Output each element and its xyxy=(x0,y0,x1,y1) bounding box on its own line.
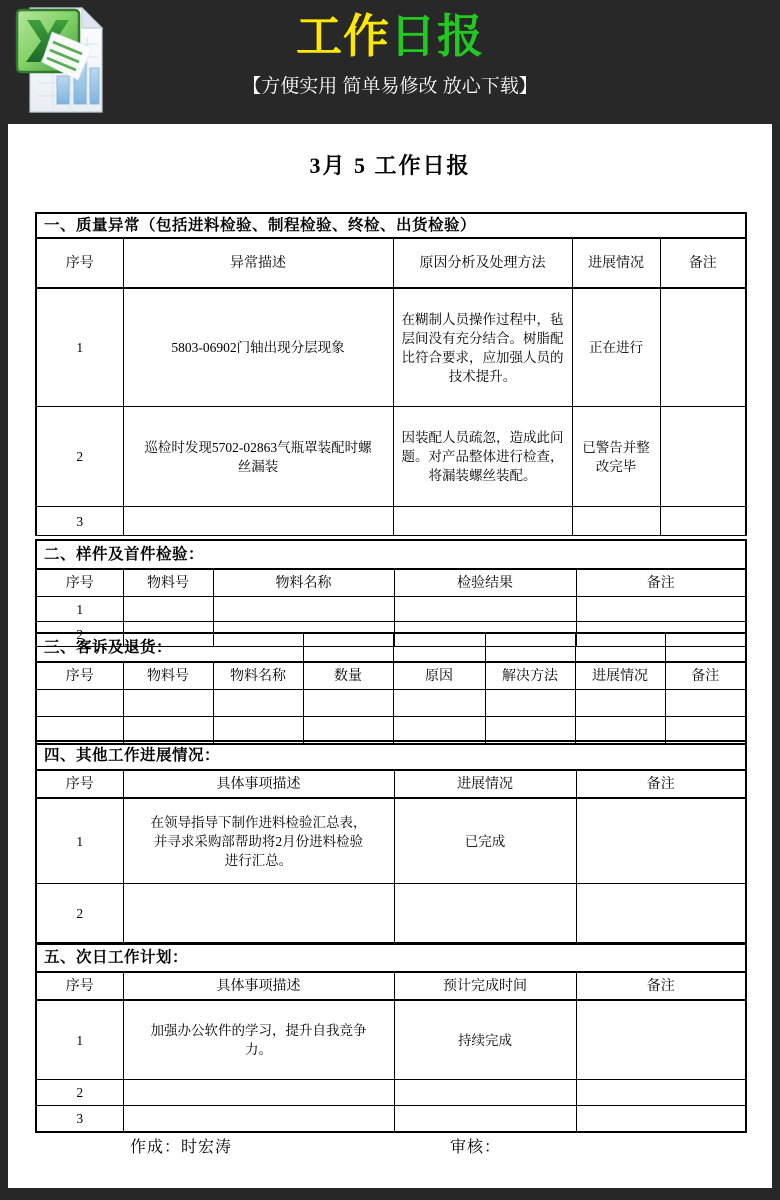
section-2-table xyxy=(35,539,747,647)
section-heading-filler xyxy=(665,633,746,662)
cell-progress xyxy=(394,884,576,945)
cell-remark xyxy=(665,690,746,717)
cell-remark xyxy=(576,884,746,945)
cell-desc: 加强办公软件的学习，提升自我竞争力。 xyxy=(123,1000,394,1080)
cell-due xyxy=(394,1106,576,1133)
col-header-desc: 异常描述 xyxy=(123,238,393,288)
col-header-remark: 备注 xyxy=(576,569,746,597)
cell-no: 2 xyxy=(36,1080,123,1106)
section-heading-filler xyxy=(303,633,393,662)
section-heading-filler xyxy=(575,633,665,662)
banner-title-part2: 日报 xyxy=(390,10,484,62)
cell-solution xyxy=(485,690,575,717)
col-header-progress: 进展情况 xyxy=(572,238,660,288)
table-row xyxy=(36,1106,746,1133)
col-header-no: 序号 xyxy=(36,238,123,288)
cell-cause: 因装配人员疏忽，造成此问题。对产品整体进行检查，将漏装螺丝装配。 xyxy=(393,407,572,507)
table-row xyxy=(36,1080,746,1106)
table-row xyxy=(36,288,746,407)
table-row xyxy=(36,597,746,622)
cell-no: 1 xyxy=(36,597,123,622)
table-row xyxy=(36,507,746,536)
cell-desc xyxy=(123,1106,394,1133)
cell-result xyxy=(394,597,576,622)
banner-subtitle: 【方便实用 简单易修改 放心下载】 xyxy=(242,76,538,97)
cell-material-no xyxy=(123,597,213,622)
cell-no: 1 xyxy=(36,1000,123,1080)
cell-no: 1 xyxy=(36,288,123,407)
cell-remark xyxy=(660,288,746,407)
section-heading-filler xyxy=(393,633,485,662)
section-3-header-row xyxy=(36,662,746,690)
col-header-no: 序号 xyxy=(36,569,123,597)
section-3-table xyxy=(35,632,747,745)
col-header-desc: 具体事项描述 xyxy=(123,972,394,1000)
cell-no: 2 xyxy=(36,407,123,507)
col-header-no: 序号 xyxy=(36,662,123,690)
cell-progress: 已警告并整改完毕 xyxy=(572,407,660,507)
section-4-table xyxy=(35,740,747,945)
col-header-solution: 解决方法 xyxy=(485,662,575,690)
col-header-no: 序号 xyxy=(36,770,123,798)
cell-desc xyxy=(123,884,394,945)
cell-progress: 已完成 xyxy=(394,798,576,884)
col-header-progress: 进展情况 xyxy=(394,770,576,798)
table-row xyxy=(36,407,746,507)
col-header-qty: 数量 xyxy=(303,662,393,690)
section-1-table xyxy=(35,212,747,536)
cell-no: 2 xyxy=(36,884,123,945)
table-row xyxy=(36,1000,746,1080)
header-banner xyxy=(0,0,780,124)
col-header-no: 序号 xyxy=(36,972,123,1000)
cell-qty xyxy=(303,690,393,717)
reviewer-label: 审核： xyxy=(450,1139,502,1156)
section-heading: 五、次日工作计划： xyxy=(36,943,746,972)
cell-no: 1 xyxy=(36,798,123,884)
section-5-heading-row xyxy=(36,943,746,972)
cell-remark xyxy=(660,407,746,507)
banner-title xyxy=(0,8,780,64)
col-header-material-no: 物料号 xyxy=(123,569,213,597)
document-sheet xyxy=(8,124,772,1188)
signature-row xyxy=(35,1134,745,1160)
col-header-desc: 具体事项描述 xyxy=(123,770,394,798)
section-heading: 四、其他工作进展情况： xyxy=(36,741,746,770)
cell-desc xyxy=(123,1080,394,1106)
section-5-table xyxy=(35,942,747,1133)
section-2-header-row xyxy=(36,569,746,597)
cell-material-no xyxy=(123,690,213,717)
cell-progress xyxy=(572,507,660,536)
cell-desc: 在领导指导下制作进料检验汇总表，并寻求采购部帮助将2月份进料检验进行汇总。 xyxy=(123,798,394,884)
table-row xyxy=(36,798,746,884)
page-title: 3月 5 工作日报 xyxy=(309,153,471,178)
col-header-cause: 原因 xyxy=(393,662,485,690)
col-header-cause: 原因分析及处理方法 xyxy=(393,238,572,288)
cell-progress xyxy=(575,690,665,717)
section-3-heading-row xyxy=(36,633,746,662)
section-heading: 一、质量异常（包括进料检验、制程检验、终检、出货检验） xyxy=(36,213,746,238)
col-header-remark: 备注 xyxy=(660,238,746,288)
section-heading: 二、样件及首件检验： xyxy=(36,540,746,569)
cell-progress: 正在进行 xyxy=(572,288,660,407)
table-row xyxy=(36,690,746,717)
cell-material-name xyxy=(213,690,303,717)
cell-remark xyxy=(660,507,746,536)
cell-no: 3 xyxy=(36,507,123,536)
cell-no: 3 xyxy=(36,1106,123,1133)
section-4-header-row xyxy=(36,770,746,798)
col-header-due: 预计完成时间 xyxy=(394,972,576,1000)
cell-desc: 5803-06902门轴出现分层现象 xyxy=(123,288,393,407)
section-1-header-row xyxy=(36,238,746,288)
cell-cause: 在糊制人员操作过程中，毡层间没有充分结合。树脂配比符合要求，应加强人员的技术提升。 xyxy=(393,288,572,407)
cell-due xyxy=(394,1080,576,1106)
section-heading-filler xyxy=(485,633,575,662)
cell-desc xyxy=(123,507,393,536)
cell-no: 2 xyxy=(36,622,123,647)
cell-cause xyxy=(393,507,572,536)
col-header-material-no: 物料号 xyxy=(123,662,213,690)
cell-material-name xyxy=(213,597,394,622)
section-4-heading-row xyxy=(36,741,746,770)
cell-remark xyxy=(576,1080,746,1106)
cell-remark xyxy=(576,798,746,884)
cell-due: 持续完成 xyxy=(394,1000,576,1080)
cell-remark xyxy=(576,1106,746,1133)
author-label: 作成：时宏涛 xyxy=(130,1139,233,1156)
cell-desc: 巡检时发现5702-02863气瓶罩装配时螺丝漏装 xyxy=(123,407,393,507)
col-header-material-name: 物料名称 xyxy=(213,662,303,690)
col-header-remark: 备注 xyxy=(576,770,746,798)
cell-cause xyxy=(393,690,485,717)
cell-remark xyxy=(576,597,746,622)
section-heading: 三、客诉及退货： xyxy=(36,633,303,662)
cell-remark xyxy=(576,1000,746,1080)
col-header-material-name: 物料名称 xyxy=(213,569,394,597)
section-1-heading-row xyxy=(36,213,746,238)
col-header-remark: 备注 xyxy=(665,662,746,690)
banner-title-part1: 工作 xyxy=(296,10,390,62)
col-header-progress: 进展情况 xyxy=(575,662,665,690)
section-2-heading-row xyxy=(36,540,746,569)
col-header-remark: 备注 xyxy=(576,972,746,1000)
col-header-result: 检验结果 xyxy=(394,569,576,597)
table-row xyxy=(36,884,746,945)
cell-no xyxy=(36,690,123,717)
section-5-header-row xyxy=(36,972,746,1000)
